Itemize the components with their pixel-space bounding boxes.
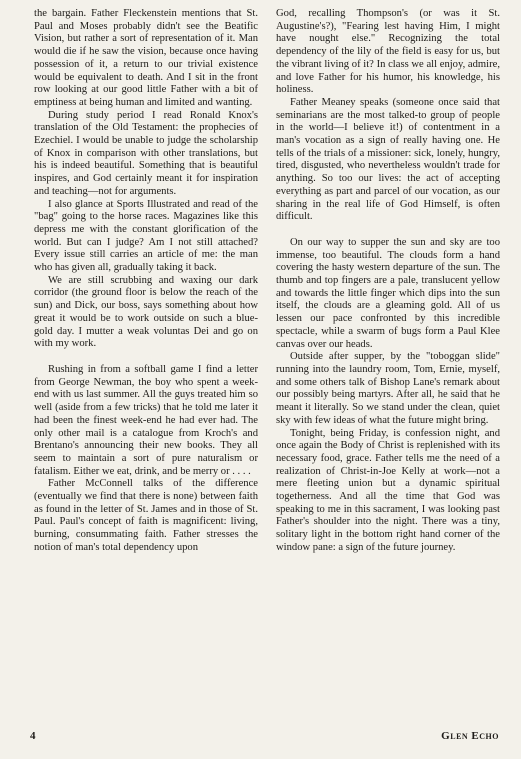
page-number: 4: [30, 730, 36, 742]
paragraph: We are still scrubbing and waxing our dark corridor (the ground floor is below the reach of the sun) and Dick, our boss, says something about how great it would be to work outside on such a blue-gold day. I mutter a weak voluntas Dei and go on with my work.: [34, 274, 258, 350]
paragraph: During study period I read Ronald Knox's translation of the Old Testament: the prophecies of Ezechiel. I would be unable to judge the scholarship of Knox in comparison with other translations, but his is indeed beautiful. Something that is beautiful inspires, and God certainly meant it for inspiration and teaching—not for arguments.: [34, 109, 258, 197]
paragraph: the bargain. Father Fleckenstein mentions that St. Paul and Moses probably didn't see the Beatific Vision, but rather a sort of representation of it. Man would die if he saw the vision, because once having possession of it, a return to our trivial existence would be equivalent to death. And I sit in the front row looking at our good little Father with a bit of emptiness at being human and limited and wanting.: [34, 8, 258, 108]
paragraph: God, recalling Thompson's (or was it St. Augustine's?), "Fearing lest having Him, I might have nought else." Recognizing the total dependency of the lily of the field is easy for us, but the vibrant living of it? In class we all enjoy, admire, and love Father for his humor, his knowledge, his holiness.: [276, 8, 500, 96]
paragraph: Father McConnell talks of the difference (eventually we find that there is none) between faith as found in the letter of St. James and in those of St. Paul. Paul's concept of faith is magnificent: living, burning, consummating faith. Father stresses the notion of man's total dependency upon: [34, 478, 258, 553]
publication-name: Glen Echo: [441, 730, 499, 742]
paragraph: On our way to supper the sun and sky are too immense, too beautiful. The clouds form a hand covering the hasty western departure of the sun. The thumb and top fingers are a pale, translucent yellow and towards the little finger which dips into the sun itself, the clouds are a gleaming gold. All of us lessen our pace confronted by this incredible spectacle, while a swarm of bugs form a Paul Klee canvas over our heads.: [276, 236, 500, 350]
section-break: [276, 224, 500, 237]
paragraph: Rushing in from a softball game I find a letter from George Newman, the boy who spent a week-end with us last summer. All the guys treated him so well (aside from a few tricks) that he told me later it had been the finest week-end he had ever had. The only other mail is a catalogue from Kroch's and Brentano's announcing their new books. They all seem to maintain a sort of pure naturalism or fatalism. Either we eat, drink, and be merry or . . . .: [34, 363, 258, 477]
left-column: [34, 8, 258, 555]
paragraph: Outside after supper, by the "toboggan slide" running into the laundry room, Tom, Ernie, myself, and some others talk of Bishop Lane's remark about our possibly being martyrs. After all, he said that he meant it literally. So we stand under the clean, quiet sky with few ideas of what the future might bring.: [276, 351, 500, 426]
paragraph: Father Meaney speaks (someone once said that seminarians are the most talked-to group of people in the world—I believe it!) of contentment in a man's vocation as a sign of really having one. He tells of the trials of a missioner: sick, lonely, hungry, tired, disgusted, who nevertheless wouldn't trade for anything. So too our lives: the act of accepting everything as part and parcel of our vocation, as our sharing in the real life of God Himself, is often difficult.: [276, 96, 500, 223]
right-column: [276, 8, 500, 555]
paragraph: Tonight, being Friday, is confession night, and once again the Body of Christ is replenished with its necessary food, grace. Father tells me the need of a realization of Christ-in-Joe Kelly at work—not a mere fleeting union but a dynamic spiritual togetherness. And all the time that God was speaking to me in this sacrament, I was looking past Father's shoulder into the night. There was a tiny, solitary light in the bottom right hand corner of the window pane: a sign of the future journey.: [276, 427, 500, 553]
section-break: [34, 351, 258, 364]
paragraph: I also glance at Sports Illustrated and read of the "bag" going to the horse races. Magazines like this depress me with the constant glorification of the world. But can I judge? Am I not still attached? Every issue still carries an article of me: the man who has given all, gradually taking it back.: [34, 198, 258, 274]
